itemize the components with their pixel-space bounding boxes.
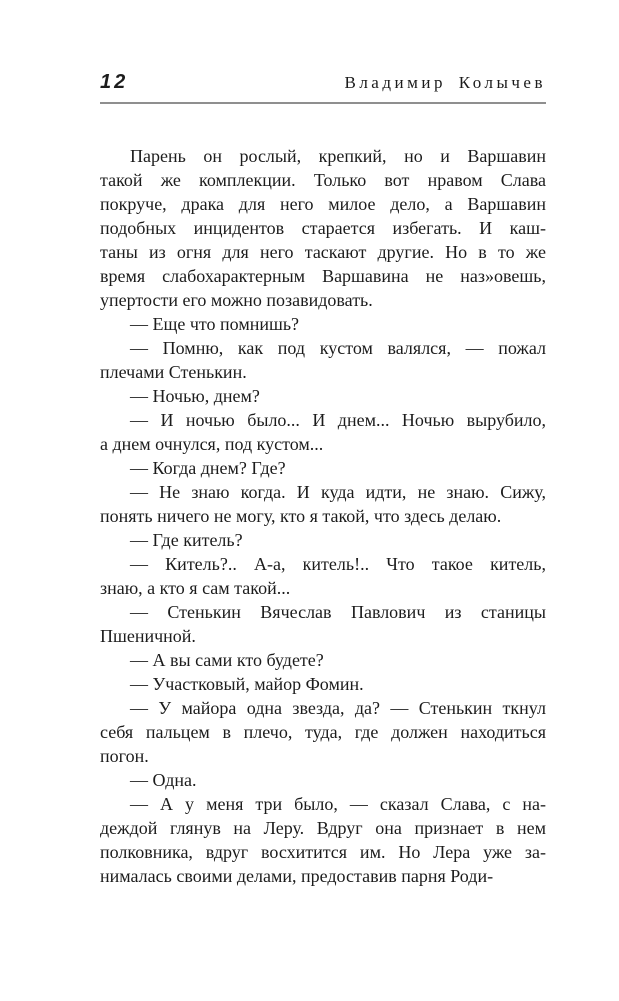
text-line: такой же комплекции. Только вот нравом Слава [100, 170, 546, 190]
paragraph [100, 456, 546, 480]
text-line: — Китель?.. А-а, китель!.. Что такое китель, [130, 554, 546, 574]
text-line: — А вы сами кто будете? [130, 650, 324, 670]
text-line: погон. [100, 746, 149, 766]
text-line: — Стенькин Вячеслав Павлович из станицы [130, 602, 546, 622]
paragraph [100, 480, 546, 528]
text-line: покруче, драка для него милое дело, а Варшавин [100, 194, 546, 214]
text-line: Пшеничной. [100, 626, 196, 646]
text-line: подобных инцидентов старается избегать. И каш- [100, 218, 546, 238]
paragraph [100, 408, 546, 456]
text-line: — Где китель? [130, 530, 243, 550]
text-line: упертости его можно позавидовать. [100, 290, 373, 310]
text-line: знаю, а кто я сам такой... [100, 578, 291, 598]
paragraph [100, 528, 546, 552]
paragraph [100, 648, 546, 672]
text-line: деждой глянув на Леру. Вдруг она признает в нем [100, 818, 546, 838]
paragraph [100, 144, 546, 312]
text-line: — Одна. [130, 770, 197, 790]
text-line: время слабохарактерным Варшавина не наз»овешь, [100, 266, 546, 286]
paragraph [100, 336, 546, 384]
text-line: полковника, вдруг восхитится им. Но Лера уже за- [100, 842, 546, 862]
text-line: — Участковый, майор Фомин. [130, 674, 364, 694]
text-line: — Помню, как под кустом валялся, — пожал [130, 338, 546, 358]
paragraph [100, 312, 546, 336]
paragraph [100, 768, 546, 792]
text-line: — Не знаю когда. И куда идти, не знаю. Сижу, [130, 482, 546, 502]
text-line: — У майора одна звезда, да? — Стенькин ткнул [130, 698, 546, 718]
page-header [100, 70, 546, 104]
page-body [100, 144, 546, 888]
text-line: себя пальцем в плечо, туда, где должен находиться [100, 722, 546, 742]
paragraph [100, 696, 546, 768]
text-line: Парень он рослый, крепкий, но и Варшавин [130, 146, 546, 166]
text-line: — А у меня три было, — сказал Слава, с на- [130, 794, 546, 814]
paragraph [100, 552, 546, 600]
text-line: — Ночью, днем? [130, 386, 260, 406]
page-number: 12 [100, 71, 129, 93]
text-line: понять ничего не могу, кто я такой, что здесь делаю. [100, 506, 502, 526]
paragraph [100, 600, 546, 648]
text-line: плечами Стенькин. [100, 362, 247, 382]
paragraph [100, 792, 546, 888]
text-line: — Когда днем? Где? [130, 458, 286, 478]
text-line: — Еще что помнишь? [130, 314, 300, 334]
paragraph [100, 384, 546, 408]
text-line: таны из огня для него таскают другие. Но в то же [100, 242, 546, 262]
running-title: Владимир Колычев [344, 73, 546, 92]
text-line: нималась своими делами, предоставив парня Роди- [100, 866, 494, 886]
text-line: — И ночью было... И днем... Ночью вырубило, [130, 410, 546, 430]
page-content [100, 70, 546, 888]
text-line: а днем очнулся, под кустом... [100, 434, 324, 454]
paragraph [100, 672, 546, 696]
